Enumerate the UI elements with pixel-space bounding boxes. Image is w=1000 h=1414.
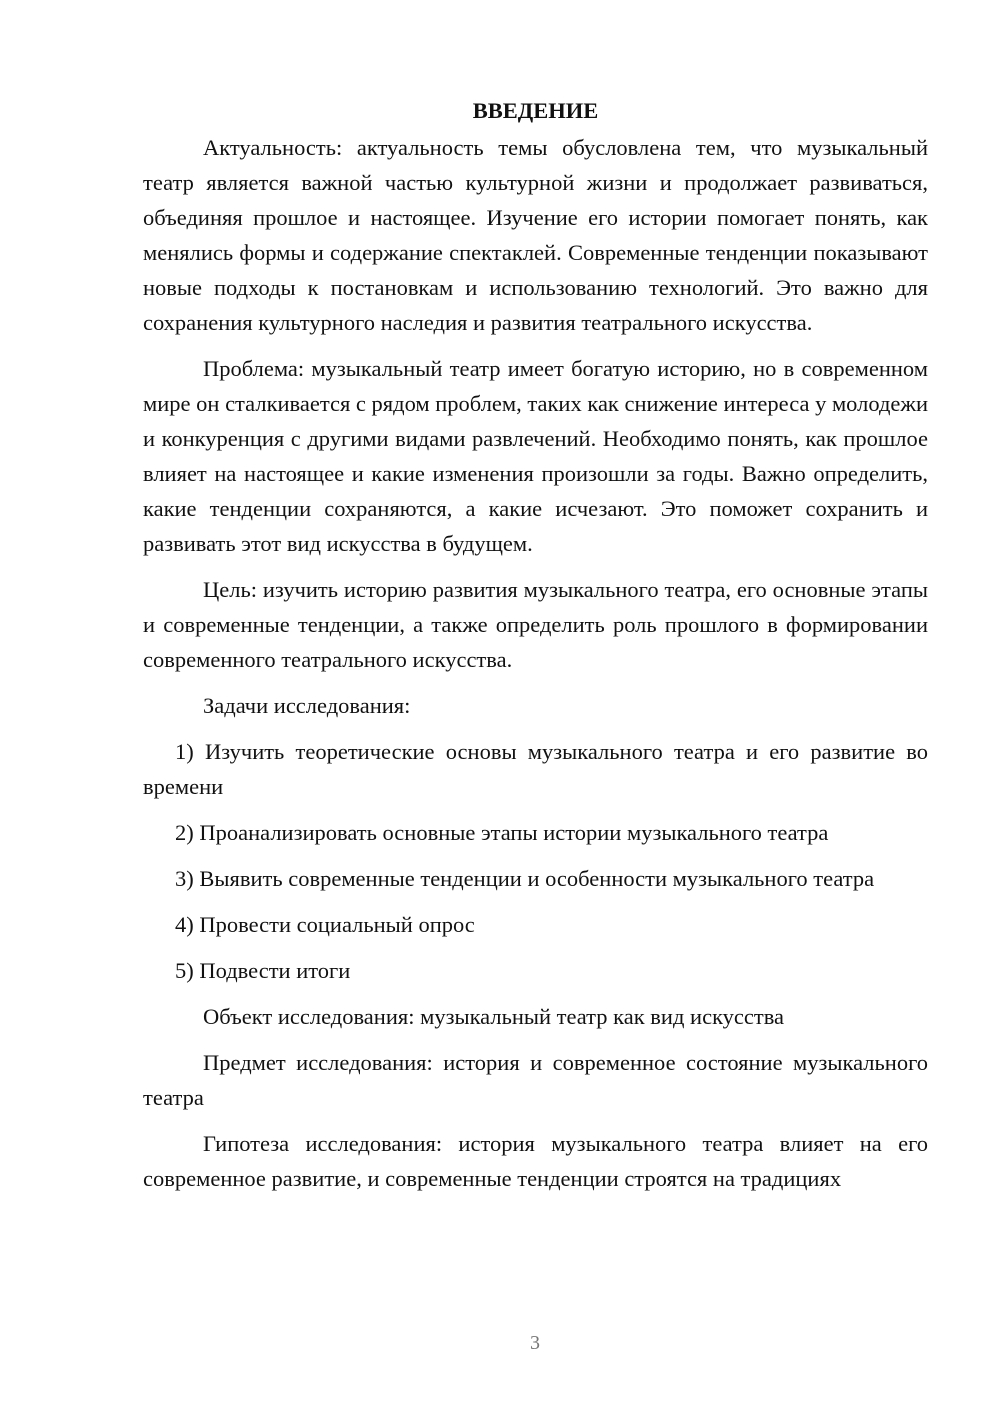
task-item: 5) Подвести итоги — [175, 958, 351, 983]
problem-paragraph: Проблема: музыкальный театр имеет богатую историю, но в современном мире он сталкивается с рядом проблем, таких как снижение интереса у молодежи и конкуренция с другими видами развлечений. Необходимо понять, как прошлое влияет на настоящее и какие изменения произошли за годы. Важно определить, какие тенденции сохраняются, а какие исчезают. Это поможет сохранить и развивать этот вид искусства в будущем. — [143, 356, 928, 556]
task-item: 4) Провести социальный опрос — [175, 912, 475, 937]
section-heading: ВВЕДЕНИЕ — [472, 98, 599, 123]
tasks-heading: Задачи исследования: — [203, 693, 411, 718]
goal-paragraph: Цель: изучить историю развития музыкального театра, его основные этапы и современные тенденции, а также определить роль прошлого в формировании современного театрального искусства. — [143, 577, 928, 672]
object-paragraph: Объект исследования: музыкальный театр как вид искусства — [203, 1004, 785, 1029]
relevance-paragraph: Актуальность: актуальность темы обусловлена тем, что музыкальный театр является важной частью культурной жизни и продолжает развиваться, объединяя прошлое и настоящее. Изучение его истории помогает понять, как менялись формы и содержание спектаклей. Современные тенденции показывают новые подходы к постановкам и использованию технологий. Это важно для сохранения культурного наследия и развития театрального искусства. — [143, 135, 928, 335]
task-item: 3) Выявить современные тенденции и особенности музыкального театра — [175, 866, 875, 891]
subject-paragraph: Предмет исследования: история и современное состояние музыкального театра — [143, 1050, 928, 1110]
task-item: 2) Проанализировать основные этапы истории музыкального театра — [175, 820, 829, 845]
page-content — [143, 93, 928, 1207]
page-number: 3 — [530, 1332, 540, 1354]
task-item: 1) Изучить теоретические основы музыкального театра и его развитие во времени — [143, 739, 928, 799]
hypothesis-paragraph: Гипотеза исследования: история музыкального театра влияет на его современное развитие, и современные тенденции строятся на традициях — [143, 1131, 928, 1191]
